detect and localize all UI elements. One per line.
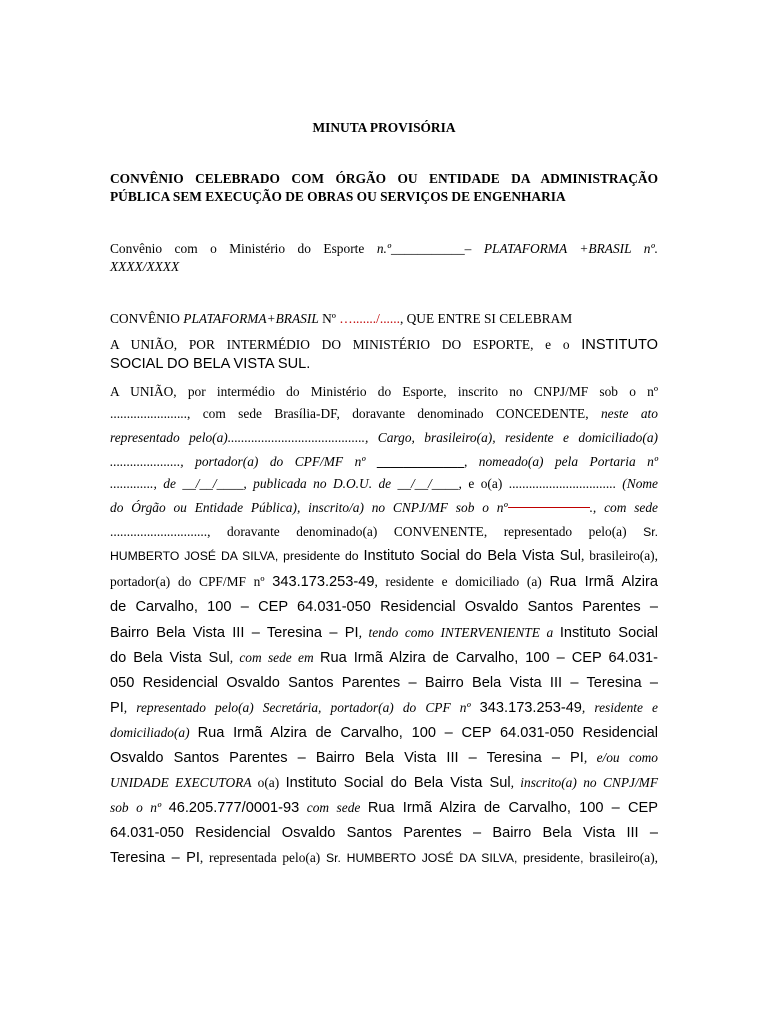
- body-line-12: do Bela Vista Sul, com sede em Rua Irmã Alzira de Carvalho, 100 – CEP 64.031-: [110, 650, 658, 666]
- body-line-14: PI, representado pelo(a) Secretária, portador(a) do CPF nº 343.173.253-49, residente e: [110, 700, 658, 716]
- body-line-16: Osvaldo Santos Parentes – Bairro Bela Vista III – Teresina – PI, e/ou como: [110, 750, 659, 766]
- body-line-11: Bairro Bela Vista III – Teresina – PI, tendo como INTERVENIENTE a Instituto Social: [110, 625, 658, 641]
- body-line-3: representado pelo(a)........................................., Cargo, brasileiro(a), residente e domiciliado(a): [110, 430, 658, 445]
- convenio-line: CONVÊNIO PLATAFORMA+BRASIL Nº …......./......, QUE ENTRE SI CELEBRAM: [110, 311, 573, 326]
- body-line-8: HUMBERTO JOSÉ DA SILVA, presidente do Instituto Social do Bela Vista Sul, brasileiro(a),: [110, 548, 658, 564]
- document-title: MINUTA PROVISÓRIA: [312, 120, 456, 135]
- body-line-18: sob o nº 46.205.777/0001-93 com sede Rua Irmã Alzira de Carvalho, 100 – CEP: [110, 800, 658, 816]
- body-line-10: de Carvalho, 100 – CEP 64.031-050 Residencial Osvaldo Santos Parentes –: [110, 599, 658, 615]
- body-line-6: do Órgão ou Entidade Pública), inscrito/a) no CNPJ/MF sob o nº ., com sede: [110, 500, 658, 515]
- body-line-9: portador(a) do CPF/MF nº 343.173.253-49, residente e domiciliado (a) Rua Irmã Alzira: [110, 574, 658, 590]
- redline-mark: [508, 507, 590, 508]
- body-line-7: ............................., doravante denominado(a) CONVENENTE, representado pelo(a) Sr.: [110, 524, 658, 539]
- body-line-17: UNIDADE EXECUTORA o(a) Instituto Social do Bela Vista Sul, inscrito(a) no CNPJ/MF: [110, 775, 659, 791]
- body-line-20: Teresina – PI, representada pelo(a) Sr. HUMBERTO JOSÉ DA SILVA, presidente, brasileiro(a),: [110, 850, 658, 866]
- heading-line-1: CONVÊNIO CELEBRADO COM ÓRGÃO OU ENTIDADE DA ADMINISTRAÇÃO: [110, 171, 658, 186]
- body-line-2: ......................., com sede Brasília-DF, doravante denominado CONCEDENTE, neste ato: [110, 406, 658, 421]
- heading-line-2: PÚBLICA SEM EXECUÇÃO DE OBRAS OU SERVIÇOS DE ENGENHARIA: [110, 189, 566, 204]
- body-line-5: ............., de __/__/____, publicada no D.O.U. de __/__/____, e o(a) ................................ (Nome: [110, 476, 658, 491]
- intro-line-2: XXXX/XXXX: [110, 259, 180, 274]
- body-line-19: 64.031-050 Residencial Osvaldo Santos Parentes – Bairro Bela Vista III –: [110, 825, 658, 841]
- uniao-line-2: SOCIAL DO BELA VISTA SUL.: [110, 356, 311, 372]
- uniao-line-1: A UNIÃO, POR INTERMÉDIO DO MINISTÉRIO DO ESPORTE, e o INSTITUTO: [110, 337, 658, 353]
- body-line-1: A UNIÃO, por intermédio do Ministério do Esporte, inscrito no CNPJ/MF sob o nº: [110, 384, 658, 399]
- intro-line-1: Convênio com o Ministério do Esporte n.º___________– PLATAFORMA +BRASIL nº.: [110, 241, 658, 256]
- body-line-13: 050 Residencial Osvaldo Santos Parentes – Bairro Bela Vista III – Teresina –: [110, 675, 658, 691]
- body-line-15: domiciliado(a) Rua Irmã Alzira de Carvalho, 100 – CEP 64.031-050 Residencial: [110, 725, 658, 741]
- body-line-4: ....................., portador(a) do CPF/MF nº _____________, nomeado(a) pela Portaria nº: [110, 454, 658, 469]
